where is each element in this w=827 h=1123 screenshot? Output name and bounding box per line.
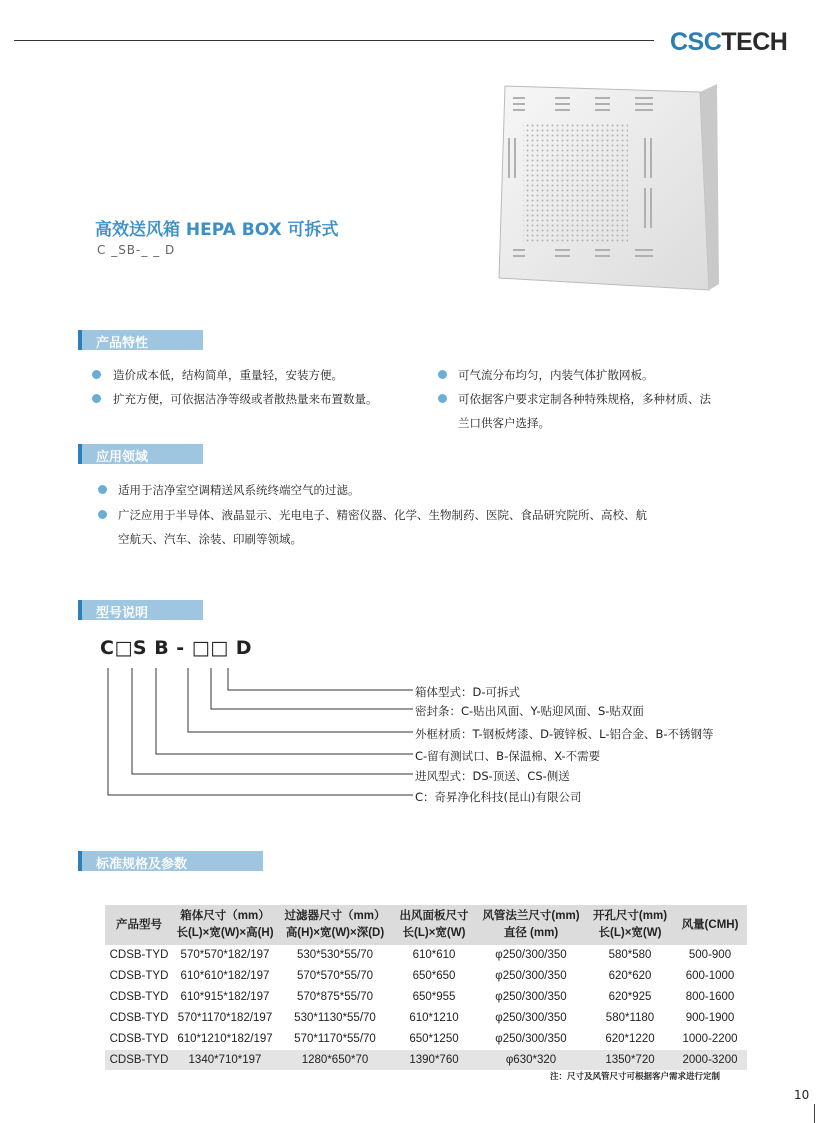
cell-filter: 530*530*55/70 — [277, 945, 393, 966]
cell-model: CDSB-TYD — [105, 1029, 173, 1050]
feature-item-cont: 兰口供客户选择。 — [458, 416, 550, 430]
bullet-dot — [438, 370, 447, 379]
cell-model: CDSB-TYD — [105, 945, 173, 966]
header-filter-dims: 高(H)×宽(W)×深(D) — [277, 925, 393, 945]
cell-panel: 610*1210 — [393, 1008, 475, 1029]
bullet-dot — [98, 510, 107, 519]
cell-box: 570*570*182/197 — [173, 945, 277, 966]
table-row — [105, 987, 747, 1008]
cell-airflow: 800-1600 — [673, 987, 747, 1008]
product-model-code: C _SB-_ _ D — [97, 243, 176, 257]
header-flange-size: 风管法兰尺寸(mm) — [475, 905, 587, 925]
feature-item: 可依据客户要求定制各种特殊规格，多种材质、法 — [458, 392, 711, 406]
model-code-diagram: C□S B - □□ D — [100, 637, 253, 659]
cell-model: CDSB-TYD — [105, 966, 173, 987]
cell-airflow: 600-1000 — [673, 966, 747, 987]
model-explain-line: 进风型式：DS-顶送、CS-侧送 — [415, 769, 570, 783]
cell-panel: 650*650 — [393, 966, 475, 987]
cell-box: 610*915*182/197 — [173, 987, 277, 1008]
cell-hole: 580*1180 — [587, 1008, 673, 1029]
bullet-dot — [438, 394, 447, 403]
cell-airflow: 2000-3200 — [673, 1050, 747, 1071]
table-row — [105, 966, 747, 987]
feature-item: 造价成本低，结构简单，重量轻，安装方便。 — [113, 368, 343, 382]
cell-filter: 530*1130*55/70 — [277, 1008, 393, 1029]
header-airflow: 风量(CMH) — [673, 905, 747, 945]
bullet-dot — [98, 485, 107, 494]
cell-box: 610*610*182/197 — [173, 966, 277, 987]
model-leader-lines — [100, 662, 420, 802]
section-application: 应用领域 — [78, 444, 203, 464]
cell-panel: 1390*760 — [393, 1050, 475, 1071]
cell-flange: φ250/300/350 — [475, 1029, 587, 1050]
cell-box: 1340*710*197 — [173, 1050, 277, 1071]
header-hole-dims: 长(L)×宽(W) — [587, 925, 673, 945]
section-specs: 标准规格及参数 — [78, 851, 263, 871]
page-number: 10 — [794, 1088, 810, 1102]
footer-rule — [814, 1104, 815, 1123]
cell-hole: 620*620 — [587, 966, 673, 987]
cell-filter: 570*875*55/70 — [277, 987, 393, 1008]
cell-panel: 650*955 — [393, 987, 475, 1008]
model-explain-line: C：奇昇净化科技(昆山)有限公司 — [415, 790, 582, 804]
model-explain-line: 箱体型式：D-可拆式 — [415, 685, 521, 699]
product-title: 高效送风箱 HEPA BOX 可拆式 — [95, 220, 339, 240]
cell-flange: φ250/300/350 — [475, 1008, 587, 1029]
cell-box: 610*1210*182/197 — [173, 1029, 277, 1050]
table-header-row — [105, 905, 747, 925]
application-item-cont: 空航天、汽车、涂装、印刷等领域。 — [118, 532, 302, 546]
header-box-size: 箱体尺寸（mm） — [173, 905, 277, 925]
cell-filter: 570*570*55/70 — [277, 966, 393, 987]
spec-table — [105, 905, 747, 1071]
model-explain-line: 外框材质：T-钢板烤漆、D-镀锌板、L-铝合金、B-不锈钢等 — [415, 727, 714, 741]
company-logo: CSCTECH — [670, 28, 788, 56]
cell-hole: 620*1220 — [587, 1029, 673, 1050]
table-row — [105, 945, 747, 966]
section-model: 型号说明 — [78, 600, 203, 620]
cell-airflow: 900-1900 — [673, 1008, 747, 1029]
cell-filter: 570*1170*55/70 — [277, 1029, 393, 1050]
application-item: 广泛应用于半导体、液晶显示、光电电子、精密仪器、化学、生物制药、医院、食品研究院所、高校、航 — [118, 508, 647, 522]
header-panel-size: 出风面板尺寸 — [393, 905, 475, 925]
cell-flange: φ250/300/350 — [475, 945, 587, 966]
model-explain-line: C-留有测试口、B-保温棉、X-不需要 — [415, 749, 601, 763]
table-note: 注：尺寸及风管尺寸可根据客户需求进行定制 — [550, 1072, 721, 1082]
cell-filter: 1280*650*70 — [277, 1050, 393, 1071]
header-rule — [14, 40, 654, 41]
cell-airflow: 500-900 — [673, 945, 747, 966]
bullet-dot — [92, 394, 101, 403]
section-features: 产品特性 — [78, 330, 203, 350]
header-box-dims: 长(L)×宽(W)×高(H) — [173, 925, 277, 945]
feature-item: 可气流分布均匀，内装气体扩散网板。 — [458, 368, 654, 382]
cell-model: CDSB-TYD — [105, 1008, 173, 1029]
bullet-dot — [92, 370, 101, 379]
hepa-box-product-image — [495, 78, 720, 300]
cell-panel: 610*610 — [393, 945, 475, 966]
model-explain-line: 密封条：C-贴出风面、Y-贴迎风面、S-贴双面 — [415, 704, 644, 718]
table-row — [105, 1029, 747, 1050]
header-flange-dims: 直径 (mm) — [475, 925, 587, 945]
feature-item: 扩充方便，可依据洁净等级或者散热量来布置数量。 — [113, 392, 378, 406]
cell-model: CDSB-TYD — [105, 987, 173, 1008]
cell-flange: φ630*320 — [475, 1050, 587, 1071]
cell-airflow: 1000-2200 — [673, 1029, 747, 1050]
cell-model: CDSB-TYD — [105, 1050, 173, 1071]
cell-hole: 580*580 — [587, 945, 673, 966]
header-model: 产品型号 — [105, 905, 173, 945]
table-row — [105, 1008, 747, 1029]
header-filter-size: 过滤器尺寸（mm） — [277, 905, 393, 925]
header-hole-size: 开孔尺寸(mm) — [587, 905, 673, 925]
cell-hole: 1350*720 — [587, 1050, 673, 1071]
table-row — [105, 1050, 747, 1071]
cell-flange: φ250/300/350 — [475, 966, 587, 987]
table-header-row — [105, 925, 747, 945]
cell-hole: 620*925 — [587, 987, 673, 1008]
cell-panel: 650*1250 — [393, 1029, 475, 1050]
header-panel-dims: 长(L)×宽(W) — [393, 925, 475, 945]
application-item: 适用于洁净室空调精送风系统终端空气的过滤。 — [118, 483, 360, 497]
cell-box: 570*1170*182/197 — [173, 1008, 277, 1029]
cell-flange: φ250/300/350 — [475, 987, 587, 1008]
